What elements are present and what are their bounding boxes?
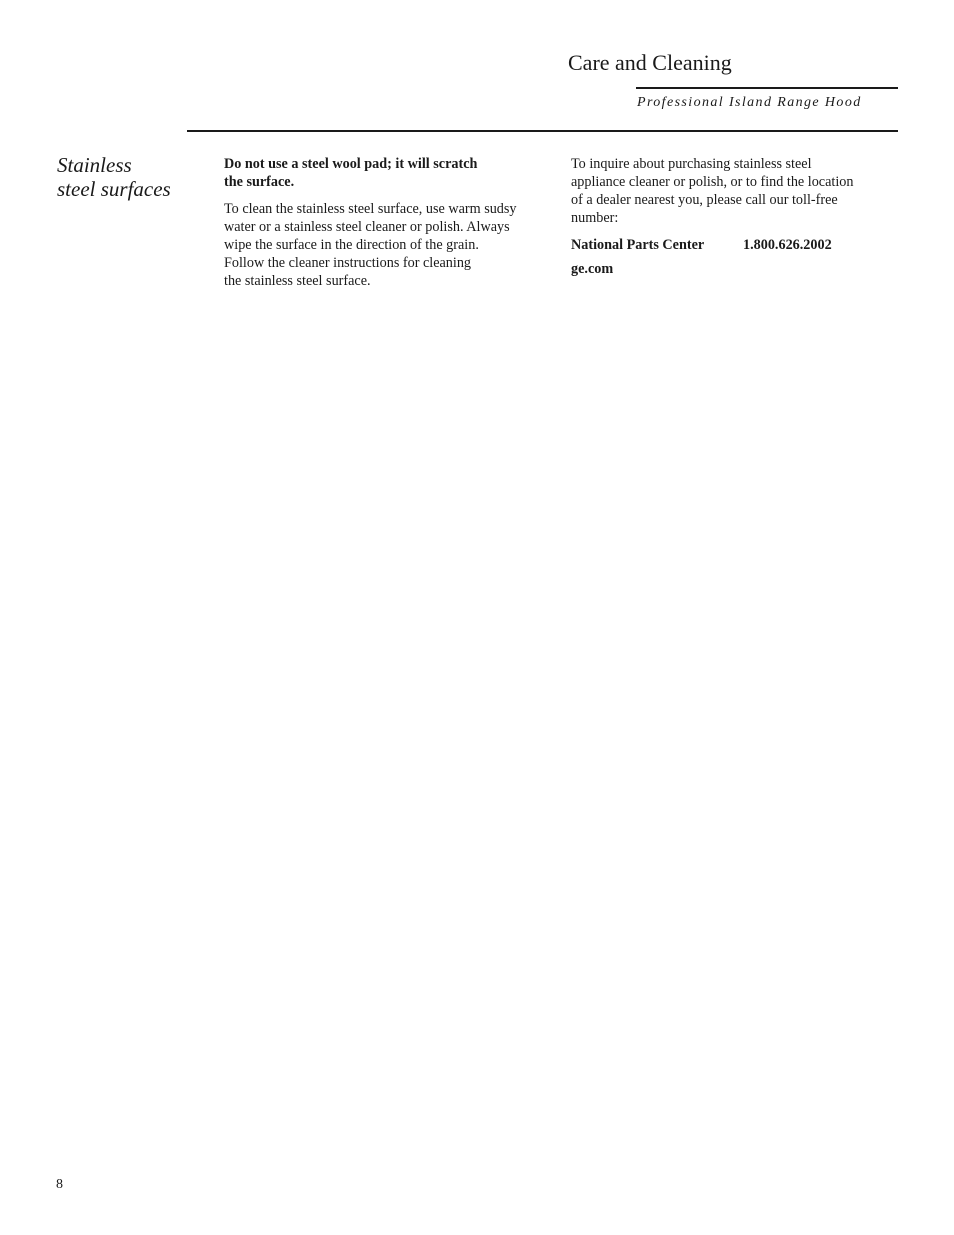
title-rule [636,87,898,89]
instruction-line: the stainless steel surface. [224,273,371,289]
product-name: Professional Island Range Hood [637,95,862,110]
instruction-line: Follow the cleaner instructions for cleaning [224,255,472,271]
warning-line: Do not use a steel wool pad; it will scratch [224,156,478,172]
topic-heading-line-2: steel surfaces [57,177,171,201]
instruction-line: To clean the stainless steel surface, use warm sudsy [224,201,517,217]
warning-line: the surface. [224,174,295,190]
instruction-text [224,200,554,290]
contact-label: National Parts Center [571,237,705,253]
left-column [224,155,554,299]
inquiry-line: To inquire about purchasing stainless steel [571,156,812,172]
instruction-line: wipe the surface in the direction of the grain. [224,237,479,253]
contact-row [571,236,901,254]
instruction-line: water or a stainless steel cleaner or polish. Always [224,219,510,235]
inquiry-line: number: [571,210,619,226]
page-number: 8 [56,1177,63,1192]
website-text: ge.com [571,261,614,277]
contact-phone: 1.800.626.2002 [743,237,832,253]
topic-heading-line-1: Stainless [57,153,132,177]
right-column [571,155,901,278]
inquiry-text [571,155,901,227]
main-divider-rule [187,130,898,132]
topic-heading [57,153,182,201]
inquiry-line: appliance cleaner or polish, or to find the location [571,174,854,190]
warning-text [224,155,554,191]
inquiry-line: of a dealer nearest you, please call our toll-free [571,192,838,208]
section-title: Care and Cleaning [568,50,732,75]
